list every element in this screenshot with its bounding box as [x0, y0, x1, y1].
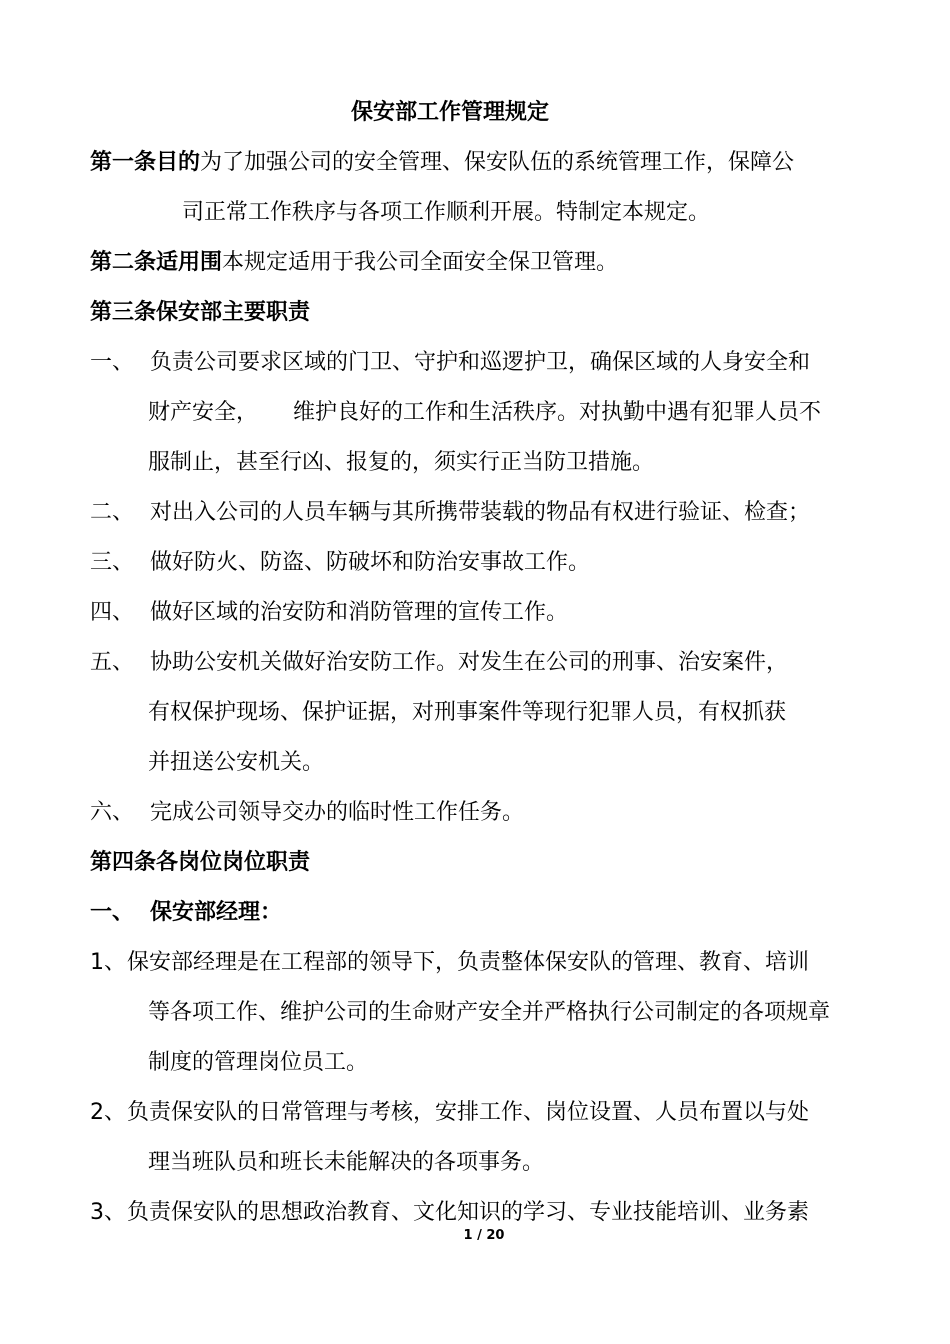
article-3-item-2-line-1: 对出入公司的人员车辆与其所携带装载的物品有权进行验证、检查；: [150, 500, 811, 525]
article-2-line: [90, 248, 618, 278]
article-3-item-4-num: 四、: [90, 600, 135, 625]
article-3-item-2-num: 二、: [90, 500, 135, 525]
document-title: 保安部工作管理规定: [350, 100, 549, 125]
article-4-sub-heading: 保安部经理：: [150, 900, 283, 925]
article-3-item-3-num: 三、: [90, 550, 135, 575]
article-1-text-2: 司正常工作秩序与各项工作顺利开展。特制定本规定。: [182, 200, 711, 225]
article-1-line-1: [90, 148, 794, 178]
article-4-item-2-line-2: 理当班队员和班长未能解决的各项事务。: [148, 1150, 545, 1175]
article-3-item-1-line-2: 财产安全， 维护良好的工作和生活秩序。对执勤中遇有犯罪人员不: [148, 400, 821, 425]
article-3-item-1-line-3: 服制止，甚至行凶、报复的，须实行正当防卫措施。: [148, 450, 655, 475]
article-4-sub-num: 一、: [90, 900, 135, 925]
article-1-text-1: 为了加强公司的安全管理、保安队伍的系统管理工作，保障公: [200, 150, 795, 175]
article-4-item-3-num: 3、: [90, 1200, 126, 1225]
article-1-heading: 第一条目的: [90, 150, 201, 175]
article-3-item-5-num: 五、: [90, 650, 135, 675]
article-2-heading: 第二条适用围: [90, 250, 223, 275]
article-4-item-1-line-2: 等各项工作、维护公司的生命财产安全并严格执行公司制定的各项规章: [148, 1000, 831, 1025]
article-4-item-1-line-3: 制度的管理岗位员工。: [148, 1050, 369, 1075]
article-3-item-3-line-1: 做好防火、防盗、防破坏和防治安事故工作。: [150, 550, 591, 575]
article-3-item-4-line-1: 做好区域的治安防和消防管理的宣传工作。: [150, 600, 569, 625]
article-4-heading: 第四条各岗位岗位职责: [90, 850, 311, 875]
article-3-heading: 第三条保安部主要职责: [90, 300, 311, 325]
article-3-item-5-line-2: 有权保护现场、保护证据，对刑事案件等现行犯罪人员，有权抓获: [148, 700, 787, 725]
article-3-item-6-num: 六、: [90, 800, 135, 825]
article-3-item-1-num: 一、: [90, 350, 135, 375]
article-3-item-5-line-1: 协助公安机关做好治安防工作。对发生在公司的刑事、治安案件，: [150, 650, 789, 675]
article-4-item-1-line-1: 保安部经理是在工程部的领导下，负责整体保安队的管理、教育、培训: [127, 950, 810, 975]
article-4-item-1-num: 1、: [90, 950, 126, 975]
article-3-item-5-line-3: 并扭送公安机关。: [148, 750, 325, 775]
article-4-item-2-line-1: 负责保安队的日常管理与考核，安排工作、岗位设置、人员布置以与处: [127, 1100, 810, 1125]
article-3-item-1-line-1: 负责公司要求区域的门卫、守护和巡逻护卫，确保区域的人身安全和: [150, 350, 811, 375]
article-4-item-2-num: 2、: [90, 1100, 126, 1125]
article-3-item-6-line-1: 完成公司领导交办的临时性工作任务。: [150, 800, 525, 825]
article-4-item-3-line-1: 负责保安队的思想政治教育、文化知识的学习、专业技能培训、业务素: [127, 1200, 810, 1225]
article-2-text: 本规定适用于我公司全面安全保卫管理。: [222, 250, 619, 275]
page-number: 1 / 20: [463, 1228, 505, 1243]
